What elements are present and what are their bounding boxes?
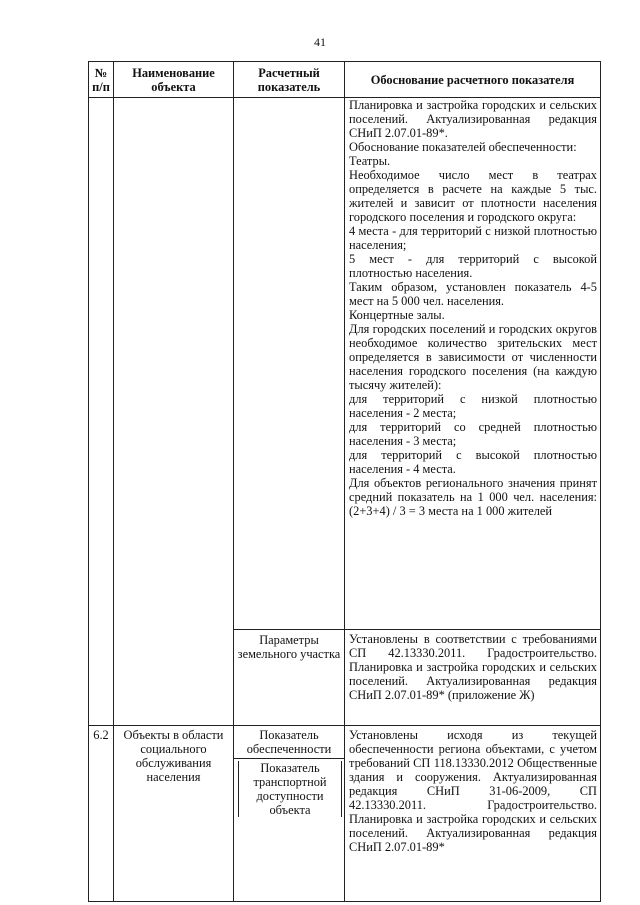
cell-justification-social: Установлены исходя из текущей обеспеченности региона объектами, с учетом требований СП 118.13330.2012 Общественные здания и сооружения. Актуализированная редакция СНиП 31-06-2009, СП 42.13330.2011. Градостроительство. Планировка и застройка городских и сельских поселений. Актуализированная редакция СНиП 2.07.01-89*: [345, 726, 601, 902]
text-line: 5 мест - для территорий с высокой плотностью населения.: [349, 252, 597, 280]
text-line: Театры.: [349, 154, 391, 168]
cell-justification-land: Установлены в соответствии с требованиями СП 42.13330.2011. Градостроительство. Планировка и застройка городских и сельских поселений. Актуализированная редакция СНиП 2.07.01-89* (приложение Ж): [345, 630, 601, 726]
text-line: Для городских поселений и городских округов необходимое количество зрительских мест определяется в зависимости от численности населения городского поселения (на каждую тысячу жителей):: [349, 322, 597, 392]
table-header-row: [89, 62, 601, 98]
text-line: Концертные залы.: [349, 308, 445, 322]
text-line: для территорий с высокой плотностью населения - 4 места.: [349, 448, 597, 476]
cell-num: 6.2: [89, 726, 114, 902]
header-num: № п/п: [89, 62, 114, 98]
table-row: [89, 98, 601, 630]
header-indicator: Расчетный показатель: [234, 62, 345, 98]
text-line: Таким образом, установлен показатель 4-5 мест на 5 000 чел. населения.: [349, 280, 597, 308]
text-line: Необходимое число мест в театрах определяется в расчете на каждые 5 тыс. жителей и зависит от плотности населения городского поселения и городского округа:: [349, 168, 597, 224]
cell-num-empty: [89, 98, 114, 726]
table-row: [89, 726, 601, 902]
text-line: Обоснование показателей обеспеченности:: [349, 140, 577, 154]
cell-name: Объекты в области социального обслуживания населения: [114, 726, 234, 902]
standards-table: [88, 61, 601, 902]
header-name: Наименование объекта: [114, 62, 234, 98]
text-line: для территорий с низкой плотностью населения - 2 места;: [349, 392, 597, 420]
text-line: Для объектов регионального значения принят средний показатель на 1 000 чел. населения: (2+3+4) / 3 = 3 места на 1 000 жителей: [349, 476, 597, 518]
header-justification: Обоснование расчетного показателя: [345, 62, 601, 98]
text-line: 4 места - для территорий с низкой плотностью населения;: [349, 224, 597, 252]
page-number: 41: [314, 35, 326, 49]
text-line: для территорий со средней плотностью населения - 3 места;: [349, 420, 597, 448]
cell-indicator-land: Параметры земельного участка: [234, 630, 345, 726]
cell-justification-continued: [345, 98, 601, 630]
cell-name-empty: [114, 98, 234, 726]
indicator-transport: Показатель транспортной доступности объекта: [238, 761, 342, 817]
cell-indicator-empty: [234, 98, 345, 630]
cell-indicators: [234, 726, 345, 902]
text-line: Планировка и застройка городских и сельских поселений. Актуализированная редакция СНиП 2.07.01-89*.: [349, 98, 597, 140]
indicator-provision: Показатель обеспеченности: [234, 726, 344, 759]
